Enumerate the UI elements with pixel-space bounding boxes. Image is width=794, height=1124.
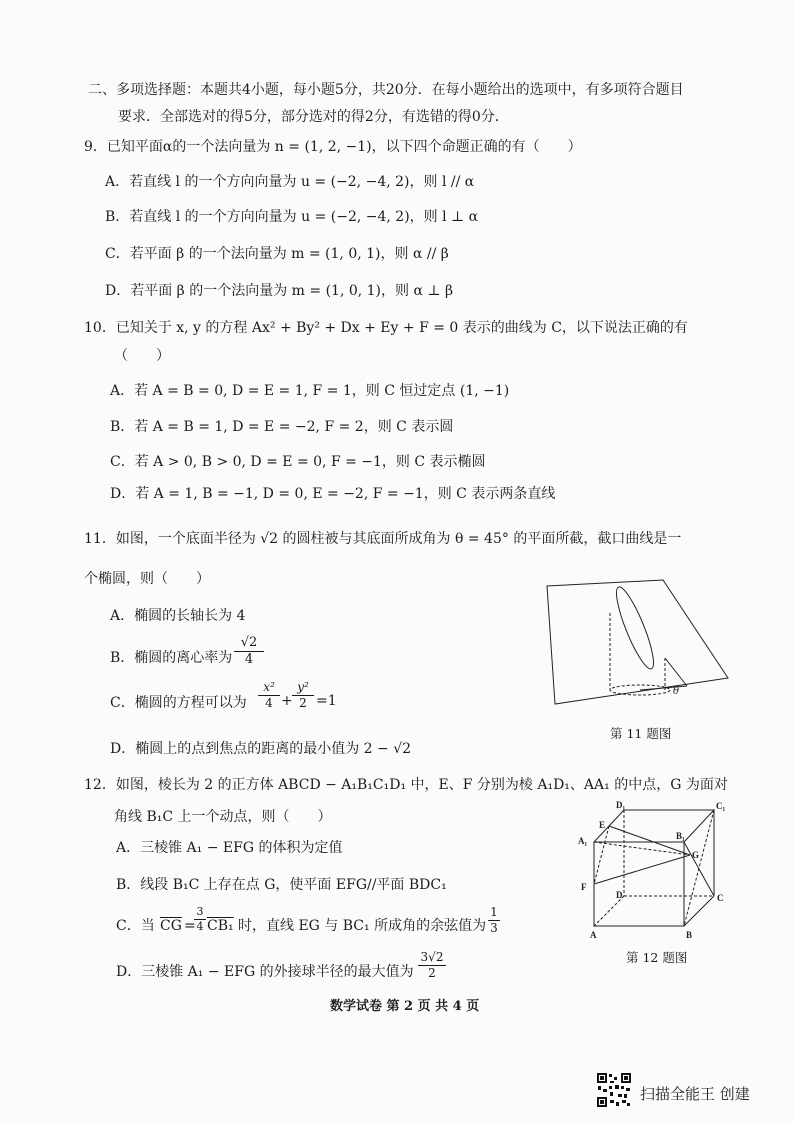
q12-stem: 12．如图，棱长为 2 的正方体 ABCD − A₁B₁C₁D₁ 中，E、F 分别为棱 A₁D₁、AA₁ 的中点，G 为面对 <box>84 777 728 793</box>
q11-option-c-frac1 <box>258 680 280 711</box>
fraction-numerator: y² <box>292 680 314 696</box>
q11-stem: 11．如图，一个底面半径为 √2 的圆柱被与其底面所成角为 θ = 45° 的平面所截，截口曲线是一 <box>84 531 682 547</box>
q9-stem: 9．已知平面α的一个法向量为 n = (1, 2, −1)，以下四个命题正确的有（ ） <box>84 139 582 155</box>
q11-stem2: 个椭圆，则（ ） <box>84 571 210 587</box>
q12-option-c-pre: C．当 <box>116 918 155 934</box>
q12-option-c-answer <box>488 905 500 936</box>
q11-option-c-frac2 <box>292 680 314 711</box>
section-ellipse <box>610 584 660 672</box>
q12-option-b: B．线段 B₁C 上存在点 G，使平面 EFG//平面 BDC₁ <box>116 877 447 893</box>
fraction-numerator: x² <box>258 680 280 696</box>
q11-option-c-plus: + <box>281 693 293 709</box>
q11-option-d: D．椭圆上的点到焦点的距离的最小值为 2 − √2 <box>110 741 412 757</box>
fraction-denominator: 4 <box>244 652 254 667</box>
label-b: B <box>686 930 693 940</box>
label-a1: A₁ <box>578 836 588 846</box>
fraction-numerator: 1 <box>488 905 500 921</box>
q12-caption: 第 12 题图 <box>626 950 688 965</box>
q10-paren: （ ） <box>114 348 170 364</box>
page-footer: 数学试卷 第 2 页 共 4 页 <box>330 999 480 1014</box>
q11-figure <box>545 578 735 718</box>
front-face <box>594 842 684 926</box>
q11-option-c-eq: =1 <box>316 693 337 709</box>
q12-option-c-vec2: CB₁ <box>207 918 234 934</box>
q12-option-d-fraction <box>418 950 446 981</box>
q12-option-d-pre: D．三棱锥 A₁ − EFG 的外接球半径的最大值为 <box>116 964 414 980</box>
q10-stem: 10．已知关于 x, y 的方程 Ax² + By² + Dx + Ey + F = 0 表示的曲线为 C，以下说法正确的有 <box>84 320 688 336</box>
label-d1: D₁ <box>616 800 626 810</box>
fraction-denominator: 4 <box>196 920 204 933</box>
q11-option-c-text: C．椭圆的方程可以为 <box>110 695 247 711</box>
fraction-denominator: 3 <box>490 921 498 935</box>
watermark-text: 扫描全能王 创建 <box>640 1085 750 1103</box>
fraction-denominator: 2 <box>428 966 436 980</box>
q12-figure <box>572 798 732 946</box>
theta-label: θ <box>673 686 680 697</box>
q11-caption: 第 11 题图 <box>610 726 672 741</box>
q11-option-b <box>110 648 232 668</box>
label-f: F <box>581 882 587 892</box>
label-g: G <box>692 850 700 860</box>
fraction-numerator: 3√2 <box>418 950 446 966</box>
section-header-line1: 二、多项选择题：本题共4小题，每小题5分，共20分．在每小题给出的选项中，有多项符合题目 <box>88 82 684 98</box>
fraction-denominator: 2 <box>299 696 307 710</box>
section-header-line2: 要求．全部选对的得5分，部分选对的得2分，有选错的得0分． <box>118 109 509 125</box>
q12-option-c-mid: 时，直线 EG 与 BC₁ 所成角的余弦值为 <box>238 918 487 934</box>
q12-option-c-frac <box>194 905 206 934</box>
label-c1: C₁ <box>716 801 726 811</box>
q12-option-a: A．三棱锥 A₁ − EFG 的体积为定值 <box>116 840 343 856</box>
q11-option-c <box>110 693 247 713</box>
q9-option-c: C．若平面 β 的一个法向量为 m = (1, 0, 1)，则 α // β <box>105 246 449 262</box>
q9-option-d: D．若平面 β 的一个法向量为 m = (1, 0, 1)，则 α ⊥ β <box>105 283 454 299</box>
qr-code-icon <box>596 1072 632 1108</box>
q10-option-c: C．若 A > 0, B > 0, D = E = 0, F = −1，则 C 表示椭圆 <box>110 454 486 470</box>
top-face <box>594 810 714 842</box>
q12-stem2: 角线 B₁C 上一个动点，则（ ） <box>114 809 332 825</box>
fraction-numerator: 3 <box>194 905 206 920</box>
q9-option-b: B．若直线 l 的一个方向向量为 u = (−2, −4, 2)，则 l ⊥ α <box>105 209 479 225</box>
q11-option-b-text: B．椭圆的离心率为 <box>110 650 233 666</box>
label-e: E <box>599 820 606 830</box>
q10-option-d: D．若 A = 1, B = −1, D = 0, E = −2, F = −1，则 C 表示两条直线 <box>110 486 556 502</box>
label-d: D <box>616 890 623 900</box>
q11-option-a: A．椭圆的长轴长为 4 <box>110 608 246 624</box>
fraction-numerator: √2 <box>234 635 264 652</box>
q10-option-b: B．若 A = B = 1, D = E = −2, F = 2，则 C 表示圆 <box>110 419 454 435</box>
label-a: A <box>590 930 597 940</box>
q12-option-c-eq: = <box>184 918 196 934</box>
q11-option-b-fraction <box>234 635 264 668</box>
label-c: C <box>717 893 724 903</box>
q10-option-a: A．若 A = B = 0, D = E = 1, F = 1，则 C 恒过定点 (1, −1) <box>110 383 510 399</box>
label-b1: B₁ <box>676 831 685 841</box>
q12-option-c-vec1: $\overline{CG}$ <box>160 918 182 934</box>
fraction-denominator: 4 <box>265 696 273 710</box>
q9-option-a: A．若直线 l 的一个方向向量为 u = (−2, −4, 2)，则 l // α <box>105 174 475 190</box>
